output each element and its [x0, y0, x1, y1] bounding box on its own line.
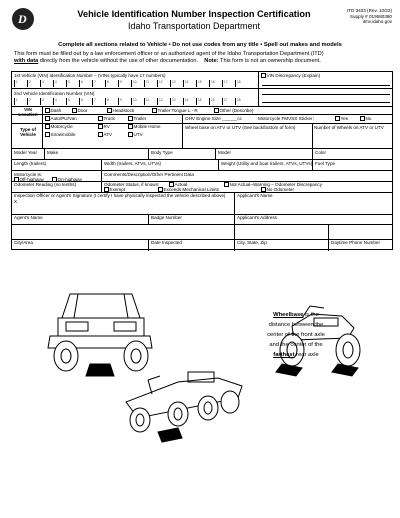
form-subtitle: Idaho Transportation Department	[127, 21, 261, 31]
sticker-no-checkbox[interactable]: No	[360, 116, 371, 121]
num-wheels-field[interactable]: Number of Wheels on ATV or UTV	[314, 125, 384, 130]
odometer-actual-checkbox[interactable]: Actual	[169, 182, 187, 187]
model-field[interactable]: Model	[218, 150, 231, 155]
form-number-block	[347, 8, 392, 25]
type-atv-checkbox[interactable]: ATV	[98, 132, 112, 137]
itd-logo: D	[12, 8, 34, 30]
vehicle-type-label: Type of Vehicle	[20, 127, 36, 137]
odometer-exceeds-checkbox[interactable]: Exceeds Mechanical Limits	[158, 187, 219, 192]
on-highway-checkbox[interactable]: On-highway	[52, 177, 82, 182]
signature-field[interactable]: Inspection Officer or Agent's Signature (I certify I have physically inspected the vehicle described above) X	[14, 193, 226, 204]
odometer-exempt-checkbox[interactable]: Exempt	[104, 187, 125, 192]
type-trailer-checkbox[interactable]: Trailer	[128, 116, 146, 121]
loc-dash-checkbox[interactable]: Dash	[45, 108, 61, 113]
wheelbase-line: distance between the	[268, 322, 324, 328]
type-mobile-home-checkbox[interactable]: Mobile Home	[128, 124, 161, 129]
type-motorcycle-checkbox[interactable]: Motorcycle	[45, 124, 73, 129]
vin2-label: 2nd Vehicle Identification Number (VIN)	[14, 91, 95, 96]
wheel-base-field[interactable]: Wheel base on ATV or UTV (See back/bottom of form)	[185, 125, 296, 130]
type-snowmobile-checkbox[interactable]: Snowmobile	[45, 132, 76, 137]
vin1-input[interactable]: 1 2 3 4 5 6 7 8 9 10 11 12 13 14 15 16 17 18	[14, 80, 248, 87]
applicant-address-field[interactable]: Applicant's Address	[237, 215, 277, 220]
website: itmv.idaho.gov	[362, 19, 392, 25]
vin1-label: 1st Vehicle (VIN) Identification Number – (VINs typically have 17 numbers)	[14, 73, 166, 78]
wheelbase-line: center of the front axle	[267, 332, 325, 338]
daytime-phone-field[interactable]: Daytime Phone Number	[331, 240, 381, 245]
loc-door-checkbox[interactable]: Door	[72, 108, 87, 113]
instructions-bold: Complete all sections related to Vehicle • Do not use codes from any title • Spell out makes and models	[58, 42, 342, 48]
make-field[interactable]: Make	[47, 150, 59, 155]
weight-field[interactable]: Weight (Utility and boat trailers, ATVs, UTVs)	[221, 161, 313, 166]
city-area-field[interactable]: City/Area	[14, 240, 33, 245]
form-title: Vehicle Identification Number Inspection Certification	[77, 9, 311, 19]
odometer-status-label: Odometer Status, if known:	[104, 182, 160, 187]
city-state-zip-field[interactable]: City, State, Zip	[237, 240, 267, 245]
loc-trailer-checkbox[interactable]: Trailer Tongue L - R	[152, 108, 198, 113]
instructions-text	[14, 51, 394, 66]
vin-discrepancy-checkbox[interactable]: VIN Discrepancy (Explain)	[261, 73, 320, 78]
vin-location-label: VIN Location	[18, 107, 38, 117]
date-inspected-field[interactable]: Date Inspected	[151, 240, 182, 245]
type-utv-checkbox[interactable]: UTV	[128, 132, 143, 137]
type-auto-checkbox[interactable]: Auto/PU/Van	[45, 116, 77, 121]
loc-headstock-checkbox[interactable]: Headstock	[107, 108, 134, 113]
loc-other-checkbox[interactable]: Other (Describe)	[214, 108, 253, 113]
vin2-input[interactable]: 1 2 3 4 5 6 7 8 9 10 11 12 13 14 15 16 17 18	[14, 98, 248, 105]
utv-illustration	[40, 286, 160, 378]
wheelbase-definition	[246, 310, 346, 360]
form-number: ITD 3403 (Rev. 10/23)	[346, 8, 392, 13]
agent-name-field[interactable]: Agent's Name	[14, 215, 43, 220]
instructions-line: This form must be filled out by a law enforcement officer or an authorized agent of the Idaho Transportation Department (ITD)	[14, 51, 324, 57]
six-wheel-atv-illustration	[118, 368, 248, 444]
fuel-type-field[interactable]: Fuel Type	[315, 161, 336, 166]
odometer-not-actual-checkbox[interactable]: Not Actual–Warning – Odometer Discrepancy	[224, 182, 322, 187]
body-type-field[interactable]: Body Type	[151, 150, 173, 155]
badge-number-field[interactable]: Badge Number	[151, 215, 182, 220]
odometer-reading-field[interactable]: Odometer Reading (no tenths)	[14, 182, 77, 187]
motorcycle-sticker-label: Motorcycle FMVSS Sticker:	[258, 116, 314, 121]
type-truck-checkbox[interactable]: Truck	[98, 116, 115, 121]
motorcycle-is-label: Motorcycle is:	[14, 172, 43, 177]
wheelbase-line: Wheelbase is the	[273, 312, 319, 318]
width-field[interactable]: Width (trailers, ATVs, UTVs)	[104, 161, 162, 166]
sticker-yes-checkbox[interactable]: Yes	[335, 116, 348, 121]
model-year-field[interactable]: Model Year	[14, 150, 37, 155]
applicant-name-field[interactable]: Applicant's Name	[237, 193, 273, 198]
inspection-form	[11, 71, 393, 250]
off-highway-checkbox[interactable]: Off-highway	[14, 177, 44, 182]
comments-field[interactable]: Comments/Description/Other Pertinent Data	[104, 172, 194, 177]
instructions-line: with data directly from the vehicle without the use of other documentation. Note: This form is not an ownership document.	[14, 58, 321, 65]
color-field[interactable]: Color	[315, 150, 326, 155]
length-field[interactable]: Length (trailers)	[14, 161, 47, 166]
wheelbase-line: and the center of the	[269, 342, 323, 348]
wheelbase-line: farthest rear axle	[273, 352, 319, 358]
no-odometer-checkbox[interactable]: No Odometer	[261, 187, 294, 192]
ohv-engine-size-field[interactable]: OHV Engine Size ______cc	[185, 116, 242, 121]
supply-number: Supply # 019580380	[349, 13, 392, 19]
type-rv-checkbox[interactable]: RV	[98, 124, 110, 129]
